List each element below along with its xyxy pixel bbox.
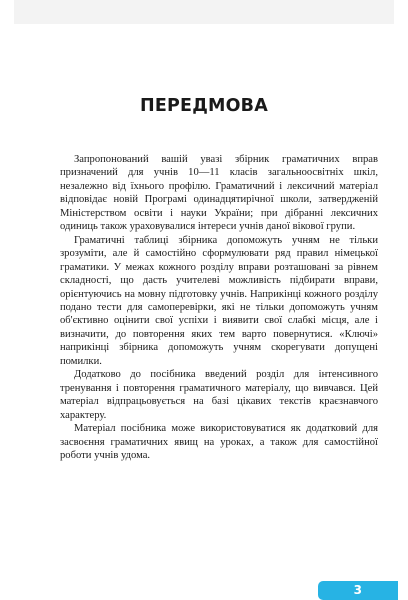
paragraph-1: Запропонований вашій увазі збірник граматичних вправ призначений для учнів 10—11 класів загальноосвітніх шкіл, незалежно від їхнього профілю. Граматичний і лексичний матеріал відповідає новій Програмі одинадцятирічної школи, затвердженій Міністерством освіти і науки України; при дібранні лексичних одиниць також ураховувалися інтереси учнів даної вікової групи. — [60, 154, 378, 233]
page-number: 3 — [353, 583, 362, 597]
preface-body — [60, 153, 378, 462]
page-title: ПЕРЕДМОВА — [140, 96, 268, 116]
page-number-tab — [318, 581, 390, 600]
paragraph-2: Граматичні таблиці збірника допоможуть учням не тільки зрозуміти, але й самостійно сформулювати ряд правил німецької граматики. У межах кожного розділу вправи розташовані за рівнем складності, що дасть учителеві можливість підбирати вправи, орієнтуючись на мовну підготовку учнів. Наприкінці кожного розділу подано тести для самоперевірки, які не тільки допоможуть учням об'єктивно оцінити свої успіхи і виявити свої слабкі місця, але і визначити, до повторення яких тем варто повернутися. «Ключі» наприкінці збірника допоможуть учням скорегувати допущені помилки. — [60, 234, 378, 367]
top-header-bar — [14, 0, 394, 24]
paragraph-3: Додатково до посібника введений розділ для інтенсивного тренування і повторення граматичного матеріалу, що вивчався. Цей матеріал відпрацьовується на базі цікавих текстів краєзнавчого характеру. — [60, 369, 378, 421]
paragraph-4: Матеріал посібника може використовуватися як додатковий для засвоєння граматичних явищ на уроках, а також для самостійної роботи учнів удома. — [60, 423, 378, 461]
